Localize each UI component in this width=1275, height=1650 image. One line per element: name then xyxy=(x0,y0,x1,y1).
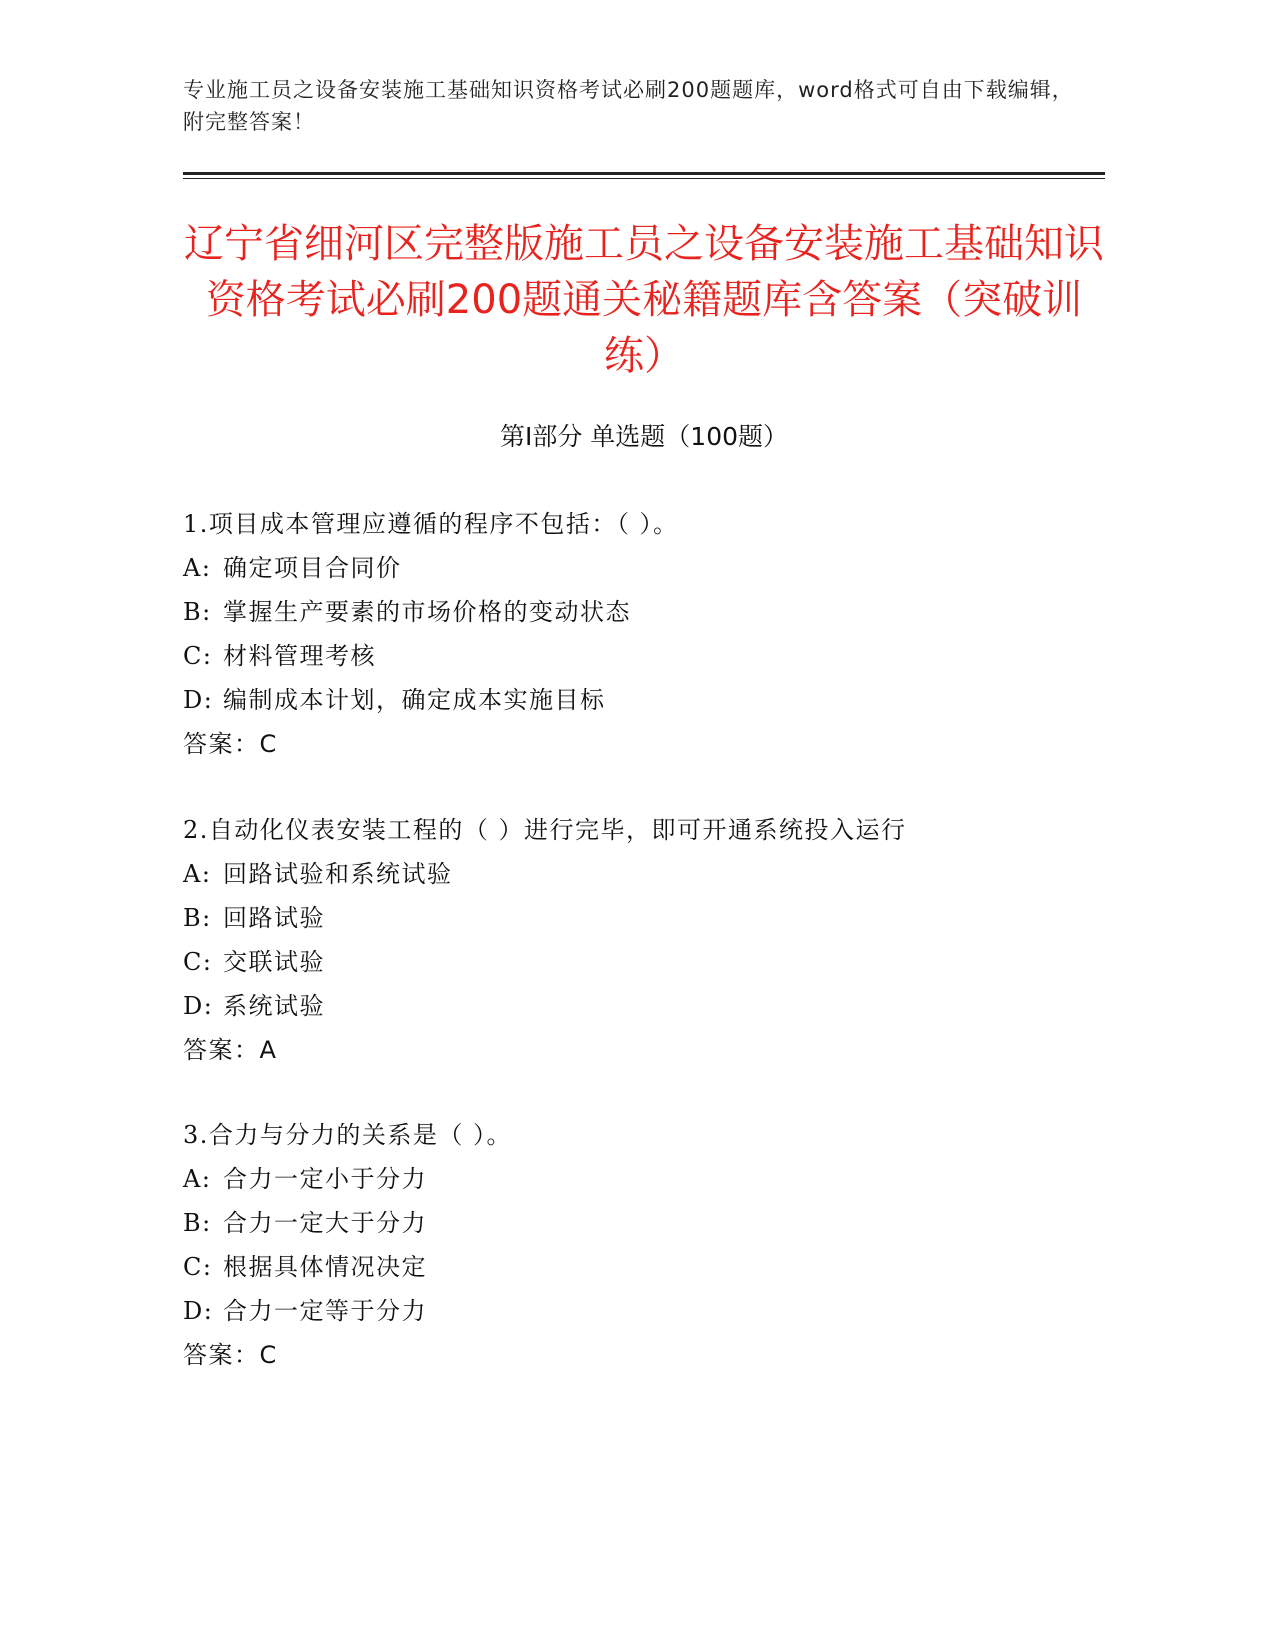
option-text: 回路试验 xyxy=(223,904,325,932)
option-key: A: xyxy=(183,860,212,888)
option-key: D: xyxy=(183,686,214,714)
question-stem: 2.自动化仪表安装工程的（ ）进行完毕，即可开通系统投入运行 xyxy=(183,816,907,844)
header-divider-thin xyxy=(183,178,1105,179)
option-key: D: xyxy=(183,1297,214,1325)
option-text: 根据具体情况决定 xyxy=(223,1253,427,1281)
option-a xyxy=(183,1157,1105,1201)
option-c xyxy=(183,634,1105,678)
option-text: 合力一定等于分力 xyxy=(223,1297,427,1325)
option-text: 合力一定大于分力 xyxy=(223,1209,427,1237)
header-note: 专业施工员之设备安装施工基础知识资格考试必刷200题题库，word格式可自由下载编辑，附完整答案！ xyxy=(183,78,1074,134)
option-key: A: xyxy=(183,1165,212,1193)
question-1 xyxy=(183,502,1105,766)
option-text: 交联试验 xyxy=(223,948,325,976)
option-d xyxy=(183,1289,1105,1333)
option-key: C: xyxy=(183,948,213,976)
option-key: B: xyxy=(183,1209,212,1237)
option-text: 合力一定小于分力 xyxy=(223,1165,427,1193)
answer: 答案：A xyxy=(183,1036,278,1064)
option-text: 编制成本计划，确定成本实施目标 xyxy=(223,686,606,714)
option-text: 确定项目合同价 xyxy=(223,554,402,582)
section-title: 第Ⅰ部分 单选题（100题） xyxy=(499,422,789,451)
answer: 答案：C xyxy=(183,1341,278,1369)
option-c xyxy=(183,940,1105,984)
option-b xyxy=(183,1201,1105,1245)
option-key: C: xyxy=(183,642,213,670)
option-key: C: xyxy=(183,1253,213,1281)
option-d xyxy=(183,678,1105,722)
option-text: 回路试验和系统试验 xyxy=(223,860,453,888)
option-b xyxy=(183,896,1105,940)
option-text: 材料管理考核 xyxy=(223,642,376,670)
option-a xyxy=(183,852,1105,896)
option-key: D: xyxy=(183,992,214,1020)
option-b xyxy=(183,590,1105,634)
option-d xyxy=(183,984,1105,1028)
option-text: 掌握生产要素的市场价格的变动状态 xyxy=(223,598,631,626)
question-stem: 3.合力与分力的关系是（ ）。 xyxy=(183,1121,513,1149)
option-key: B: xyxy=(183,598,212,626)
question-stem: 1.项目成本管理应遵循的程序不包括：（ ）。 xyxy=(183,510,679,538)
option-text: 系统试验 xyxy=(223,992,325,1020)
document-title: 辽宁省细河区完整版施工员之设备安装施工基础知识资格考试必刷200题通关秘籍题库含答案（突破训练） xyxy=(184,221,1104,379)
option-c xyxy=(183,1245,1105,1289)
question-3 xyxy=(183,1113,1105,1377)
question-2 xyxy=(183,808,1105,1072)
option-key: B: xyxy=(183,904,212,932)
option-key: A: xyxy=(183,554,212,582)
header-divider-thick xyxy=(183,172,1105,175)
option-a xyxy=(183,546,1105,590)
answer: 答案：C xyxy=(183,730,278,758)
